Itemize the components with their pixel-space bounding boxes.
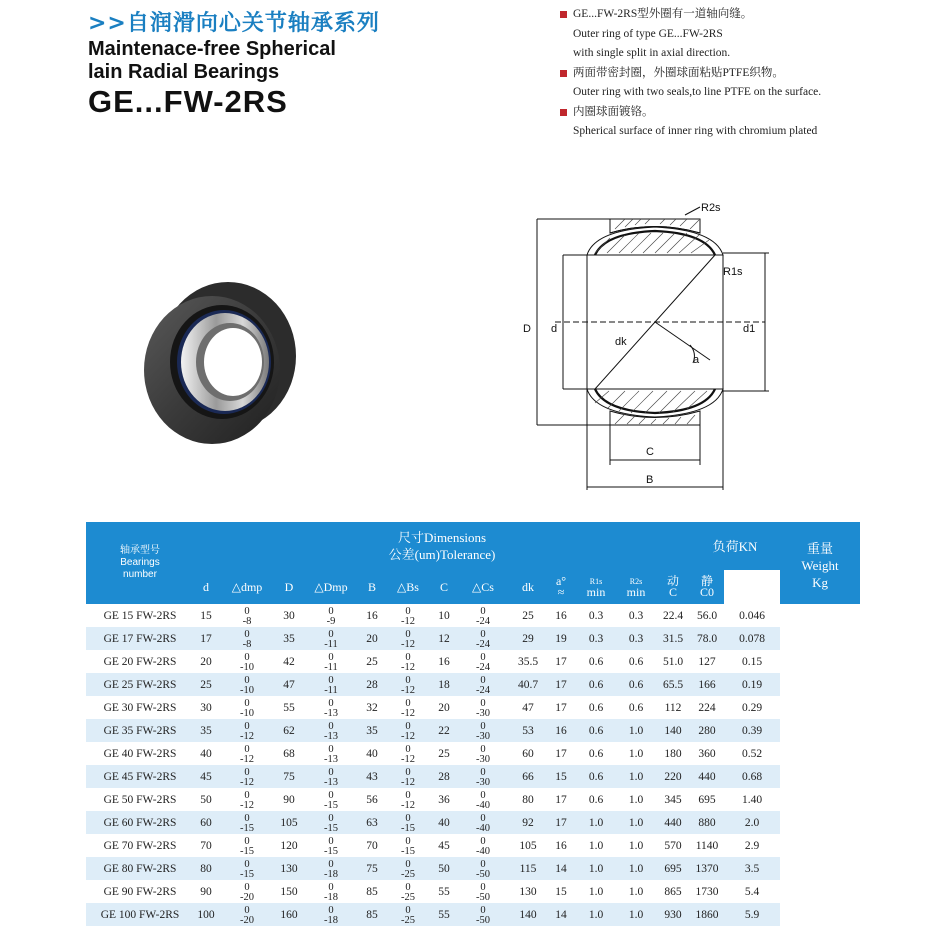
cell-r2s: 1.0 (628, 747, 644, 760)
header-B: B (360, 570, 384, 604)
feature-2-cn: 两面带密封圈，外圈球面粘贴PTFE织物。 (560, 64, 940, 84)
feature-2-en: Outer ring with two seals,to line PTFE on the surface. (573, 86, 822, 98)
cell-static-load: 166 (690, 673, 724, 696)
cell-d: 17 (194, 627, 218, 650)
cell-D: 55 (283, 701, 295, 714)
cell-r1s: 0.3 (588, 609, 604, 622)
cell-C: 28 (432, 765, 456, 788)
cell-tol-Cs: 0 -50 (476, 881, 490, 903)
feature-1-en-2: with single split in axial direction. (573, 47, 731, 59)
header-bearing-number: 轴承型号 Bearings number (86, 522, 194, 604)
cell-C: 12 (432, 627, 456, 650)
bullet-icon (560, 109, 567, 116)
cell-bearing-number: GE 50 FW-2RS (103, 793, 177, 806)
header-dCs: △Cs (456, 570, 510, 604)
cell-angle: 17 (555, 747, 567, 760)
chinese-series-title: >>自润滑向心关节轴承系列 (88, 11, 380, 36)
cell-tol-Dmp: 0 -11 (302, 627, 360, 650)
cell-tol-Dmp: 0 -18 (324, 881, 338, 903)
cell-dk: 130 (519, 885, 537, 898)
cell-static-load: 880 (690, 811, 724, 834)
cell-tol-Bs: 0 -15 (384, 811, 432, 834)
cell-C: 10 (438, 609, 450, 622)
cell-d: 35 (194, 719, 218, 742)
cell-tol-Cs: 0 -30 (456, 765, 510, 788)
cell-tol-dmp: 0 -15 (218, 857, 276, 880)
cell-r2s: 1.0 (628, 885, 644, 898)
cell-dynamic-load: 930 (656, 903, 690, 926)
feature-1-en-1: Outer ring of type GE...FW-2RS (573, 27, 723, 40)
cell-angle: 15 (555, 885, 567, 898)
cell-static-load: 127 (698, 655, 716, 668)
cell-tol-Dmp: 0 -13 (302, 765, 360, 788)
table-row (86, 880, 860, 903)
english-title-line2: lain Radial Bearings (88, 61, 280, 83)
cell-dynamic-load: 31.5 (656, 627, 690, 650)
cell-r2s: 1.0 (616, 857, 656, 880)
cell-tol-dmp: 0 -12 (240, 743, 254, 765)
cell-static-load: 224 (698, 701, 716, 714)
cell-C: 50 (432, 857, 456, 880)
cell-r1s: 0.6 (576, 719, 616, 742)
cell-C: 20 (438, 701, 450, 714)
cell-static-load: 1860 (690, 903, 724, 926)
cell-dynamic-load: 345 (664, 793, 682, 806)
cell-tol-Cs: 0 -40 (456, 811, 510, 834)
cell-B: 32 (366, 701, 378, 714)
cell-tol-Cs: 0 -30 (456, 719, 510, 742)
cell-tol-Cs: 0 -50 (456, 903, 510, 926)
cell-tol-Bs: 0 -12 (401, 605, 415, 627)
cell-dynamic-load: 865 (664, 885, 682, 898)
table-row (86, 719, 860, 742)
cell-weight: 2.9 (744, 839, 760, 852)
cell-d: 50 (200, 793, 212, 806)
cell-tol-Bs: 0 -25 (384, 857, 432, 880)
cell-d: 45 (194, 765, 218, 788)
table-row (86, 857, 860, 880)
cell-r2s: 1.0 (616, 719, 656, 742)
cell-dynamic-load: 65.5 (656, 673, 690, 696)
header-load: 负荷KN (690, 522, 780, 570)
label-d: d (551, 323, 558, 335)
cell-weight: 5.9 (724, 903, 780, 926)
cell-tol-Bs: 0 -25 (401, 881, 415, 903)
label-dk: dk (615, 336, 627, 348)
label-d1: d1 (743, 323, 756, 335)
cell-C: 22 (432, 719, 456, 742)
cell-dynamic-load: 220 (656, 765, 690, 788)
cell-B: 20 (360, 627, 384, 650)
cell-B: 75 (360, 857, 384, 880)
cell-dk: 40.7 (510, 673, 546, 696)
label-D: D (523, 323, 531, 335)
cell-r2s: 1.0 (616, 811, 656, 834)
cell-tol-Cs: 0 -24 (456, 673, 510, 696)
cell-static-load: 695 (698, 793, 716, 806)
cell-D: 30 (283, 609, 295, 622)
cell-dynamic-load: 51.0 (662, 655, 684, 668)
cell-dynamic-load: 180 (664, 747, 682, 760)
cell-bearing-number: GE 45 FW-2RS (86, 765, 194, 788)
table-body (86, 604, 860, 926)
cell-tol-dmp: 0 -8 (218, 627, 276, 650)
cell-D: 130 (276, 857, 302, 880)
cell-r1s: 0.6 (576, 673, 616, 696)
cell-D: 120 (280, 839, 298, 852)
cell-tol-Bs: 0 -12 (384, 765, 432, 788)
label-r2s: R2s (701, 202, 721, 214)
cell-tol-Dmp: 0 -18 (302, 903, 360, 926)
header-dBs: △Bs (384, 570, 432, 604)
cell-tol-dmp: 0 -15 (240, 835, 254, 857)
cell-d: 40 (200, 747, 212, 760)
header-dDmp: △Dmp (302, 570, 360, 604)
table-row (86, 650, 860, 673)
cell-angle: 19 (546, 627, 576, 650)
cell-D: 35 (276, 627, 302, 650)
cell-tol-Cs: 0 -24 (456, 627, 510, 650)
cell-bearing-number: GE 15 FW-2RS (103, 609, 177, 622)
cell-tol-dmp: 0 -20 (240, 881, 254, 903)
cell-d: 90 (200, 885, 212, 898)
cell-r1s: 0.6 (588, 701, 604, 714)
bearing-photo (140, 278, 300, 448)
cell-D: 75 (276, 765, 302, 788)
cell-C: 45 (438, 839, 450, 852)
cell-tol-Dmp: 0 -9 (326, 605, 336, 627)
cell-dk: 60 (522, 747, 534, 760)
cell-bearing-number: GE 20 FW-2RS (103, 655, 177, 668)
cell-r1s: 1.0 (576, 857, 616, 880)
cell-weight: 0.046 (739, 609, 765, 622)
table-row (86, 811, 860, 834)
cell-r2s: 1.0 (616, 903, 656, 926)
cell-static-load: 1730 (695, 885, 719, 898)
cell-D: 160 (276, 903, 302, 926)
header-dk: dk (510, 570, 546, 604)
cell-tol-Bs: 0 -12 (401, 697, 415, 719)
label-a: a (693, 354, 700, 366)
cell-angle: 17 (546, 811, 576, 834)
cell-r1s: 1.0 (588, 885, 604, 898)
table-row (86, 696, 860, 719)
cell-r2s: 1.0 (616, 765, 656, 788)
cell-D: 90 (283, 793, 295, 806)
cell-dynamic-load: 695 (656, 857, 690, 880)
cell-D: 105 (276, 811, 302, 834)
cell-tol-dmp: 0 -20 (218, 903, 276, 926)
cell-weight: 5.4 (744, 885, 760, 898)
cell-tol-Bs: 0 -12 (401, 743, 415, 765)
cell-B: 43 (360, 765, 384, 788)
cell-bearing-number: GE 25 FW-2RS (86, 673, 194, 696)
bullet-icon (560, 11, 567, 18)
cell-tol-Cs: 0 -50 (456, 857, 510, 880)
cell-B: 40 (366, 747, 378, 760)
cell-weight: 2.0 (724, 811, 780, 834)
cell-d: 20 (200, 655, 212, 668)
cell-r2s: 0.6 (628, 701, 644, 714)
cell-bearing-number: GE 60 FW-2RS (86, 811, 194, 834)
model-title: GE...FW-2RS (88, 84, 288, 119)
cell-dk: 29 (510, 627, 546, 650)
cell-B: 35 (360, 719, 384, 742)
cell-angle: 16 (555, 609, 567, 622)
cell-dk: 140 (510, 903, 546, 926)
cell-dk: 92 (510, 811, 546, 834)
header-weight: 重量 Weight Kg (780, 522, 860, 604)
cell-static-load: 1140 (695, 839, 719, 852)
bullet-icon (560, 70, 567, 77)
cell-r1s: 1.0 (588, 839, 604, 852)
cell-weight: 1.40 (741, 793, 763, 806)
cell-angle: 17 (555, 793, 567, 806)
feature-3-en: Spherical surface of inner ring with chromium plated (573, 125, 818, 137)
cell-C: 36 (438, 793, 450, 806)
cell-weight: 0.15 (741, 655, 763, 668)
cell-bearing-number: GE 40 FW-2RS (103, 747, 177, 760)
cell-weight: 0.68 (724, 765, 780, 788)
cell-tol-Cs: 0 -40 (476, 835, 490, 857)
cell-weight: 3.5 (724, 857, 780, 880)
cell-dk: 105 (519, 839, 537, 852)
feature-3-cn: 内圈球面镀铬。 (560, 103, 940, 123)
cell-d: 25 (194, 673, 218, 696)
cell-r2s: 0.6 (628, 655, 644, 668)
cell-angle: 17 (555, 655, 567, 668)
cell-tol-Dmp: 0 -13 (302, 719, 360, 742)
cell-tol-dmp: 0 -15 (218, 811, 276, 834)
cell-static-load: 78.0 (690, 627, 724, 650)
cell-tol-Cs: 0 -30 (476, 697, 490, 719)
cell-C: 55 (438, 885, 450, 898)
cell-r2s: 1.0 (628, 839, 644, 852)
cell-tol-Dmp: 0 -11 (302, 673, 360, 696)
cell-angle: 15 (546, 765, 576, 788)
header-a: a° ≈ (546, 570, 576, 604)
cell-dk: 25 (522, 609, 534, 622)
cell-weight: 0.39 (724, 719, 780, 742)
cell-D: 62 (276, 719, 302, 742)
cell-bearing-number: GE 100 FW-2RS (86, 903, 194, 926)
header-dynamic-load: 动 C (656, 570, 690, 604)
cell-angle: 17 (546, 673, 576, 696)
cell-dk: 80 (522, 793, 534, 806)
cell-tol-Bs: 0 -25 (384, 903, 432, 926)
cell-r2s: 0.3 (616, 627, 656, 650)
cell-tol-Cs: 0 -40 (476, 789, 490, 811)
cell-dynamic-load: 440 (656, 811, 690, 834)
cell-r1s: 1.0 (576, 903, 616, 926)
cell-C: 18 (432, 673, 456, 696)
cross-section-diagram (515, 195, 790, 495)
cell-C: 55 (432, 903, 456, 926)
table-row (86, 604, 860, 627)
header-static-load: 静 C0 (690, 570, 724, 604)
cell-static-load: 56.0 (696, 609, 718, 622)
cell-weight: 0.19 (724, 673, 780, 696)
label-B: B (646, 474, 654, 486)
cell-angle: 17 (555, 701, 567, 714)
cell-C: 16 (438, 655, 450, 668)
cell-tol-Dmp: 0 -13 (324, 697, 338, 719)
cell-B: 70 (366, 839, 378, 852)
cell-bearing-number: GE 80 FW-2RS (86, 857, 194, 880)
cell-bearing-number: GE 17 FW-2RS (86, 627, 194, 650)
cell-r1s: 1.0 (576, 811, 616, 834)
cell-static-load: 360 (698, 747, 716, 760)
cell-d: 80 (194, 857, 218, 880)
table-row (86, 742, 860, 765)
cell-dk: 66 (510, 765, 546, 788)
header-ddmp: △dmp (218, 570, 276, 604)
cell-r1s: 0.6 (576, 765, 616, 788)
cell-angle: 14 (546, 903, 576, 926)
cell-tol-Dmp: 0 -15 (324, 835, 338, 857)
cell-tol-Cs: 0 -24 (476, 651, 490, 673)
cell-angle: 16 (555, 839, 567, 852)
cell-weight: 0.29 (741, 701, 763, 714)
cell-tol-dmp: 0 -12 (218, 765, 276, 788)
cell-d: 70 (200, 839, 212, 852)
cell-r1s: 0.6 (588, 793, 604, 806)
feature-list (560, 5, 940, 142)
cell-dk: 53 (510, 719, 546, 742)
cell-bearing-number: GE 90 FW-2RS (103, 885, 177, 898)
cell-weight: 0.078 (724, 627, 780, 650)
cell-D: 150 (280, 885, 298, 898)
header-C: C (432, 570, 456, 604)
cell-tol-Dmp: 0 -15 (302, 811, 360, 834)
header-r2s: R2s min (616, 570, 656, 604)
cell-C: 25 (438, 747, 450, 760)
cell-d: 100 (194, 903, 218, 926)
cell-tol-dmp: 0 -8 (242, 605, 252, 627)
cell-d: 30 (200, 701, 212, 714)
cell-B: 16 (366, 609, 378, 622)
cell-D: 68 (283, 747, 295, 760)
table-row (86, 765, 860, 788)
cell-tol-dmp: 0 -12 (218, 719, 276, 742)
cell-B: 63 (360, 811, 384, 834)
cell-r1s: 0.6 (588, 655, 604, 668)
cell-angle: 16 (546, 719, 576, 742)
cell-tol-Bs: 0 -12 (384, 627, 432, 650)
cell-weight: 0.52 (741, 747, 763, 760)
cell-tol-Bs: 0 -12 (384, 719, 432, 742)
cell-C: 40 (432, 811, 456, 834)
cell-tol-dmp: 0 -10 (240, 651, 254, 673)
cell-B: 56 (366, 793, 378, 806)
cell-D: 42 (283, 655, 295, 668)
header-d: d (194, 570, 218, 604)
cell-bearing-number: GE 70 FW-2RS (103, 839, 177, 852)
cell-r2s: 0.3 (628, 609, 644, 622)
specification-table (86, 522, 860, 926)
cell-dynamic-load: 570 (664, 839, 682, 852)
table-row (86, 673, 860, 696)
cell-tol-Bs: 0 -12 (384, 673, 432, 696)
cell-tol-dmp: 0 -10 (218, 673, 276, 696)
cell-d: 15 (200, 609, 212, 622)
cell-dk: 47 (522, 701, 534, 714)
label-C: C (646, 446, 654, 458)
cell-tol-Dmp: 0 -11 (324, 651, 338, 673)
cell-tol-Dmp: 0 -18 (302, 857, 360, 880)
cell-tol-dmp: 0 -10 (240, 697, 254, 719)
cell-D: 47 (276, 673, 302, 696)
cell-r2s: 0.6 (616, 673, 656, 696)
header-r1s: R1s min (576, 570, 616, 604)
cell-static-load: 1370 (690, 857, 724, 880)
english-title-line1: Maintenace-free Spherical (88, 38, 336, 60)
cell-B: 85 (366, 885, 378, 898)
cell-static-load: 280 (690, 719, 724, 742)
header-dimensions: 尺寸Dimensions 公差(um)Tolerance) (194, 522, 690, 570)
cell-static-load: 440 (690, 765, 724, 788)
cell-B: 25 (366, 655, 378, 668)
cell-tol-Dmp: 0 -13 (324, 743, 338, 765)
table-row (86, 627, 860, 650)
cell-r1s: 0.6 (588, 747, 604, 760)
label-r1s: R1s (723, 266, 743, 278)
cell-angle: 14 (546, 857, 576, 880)
cell-B: 85 (360, 903, 384, 926)
cell-tol-Cs: 0 -24 (476, 605, 490, 627)
cell-r1s: 0.3 (576, 627, 616, 650)
cell-dynamic-load: 112 (664, 701, 682, 714)
table-row (86, 788, 860, 811)
header-D: D (276, 570, 302, 604)
feature-1-cn: GE...FW-2RS型外圈有一道轴向缝。 (560, 5, 940, 25)
cell-tol-dmp: 0 -12 (240, 789, 254, 811)
cell-r2s: 1.0 (628, 793, 644, 806)
table-row (86, 834, 860, 857)
cell-tol-Dmp: 0 -15 (324, 789, 338, 811)
cell-tol-Bs: 0 -12 (401, 789, 415, 811)
cell-bearing-number: GE 30 FW-2RS (103, 701, 177, 714)
cell-bearing-number: GE 35 FW-2RS (86, 719, 194, 742)
cell-tol-Cs: 0 -30 (476, 743, 490, 765)
cell-dynamic-load: 140 (656, 719, 690, 742)
cell-dk: 115 (510, 857, 546, 880)
cell-d: 60 (194, 811, 218, 834)
cell-dynamic-load: 22.4 (662, 609, 684, 622)
cell-B: 28 (360, 673, 384, 696)
cell-tol-Bs: 0 -15 (401, 835, 415, 857)
table-row (86, 903, 860, 926)
cell-dk: 35.5 (517, 655, 539, 668)
cell-tol-Bs: 0 -12 (401, 651, 415, 673)
